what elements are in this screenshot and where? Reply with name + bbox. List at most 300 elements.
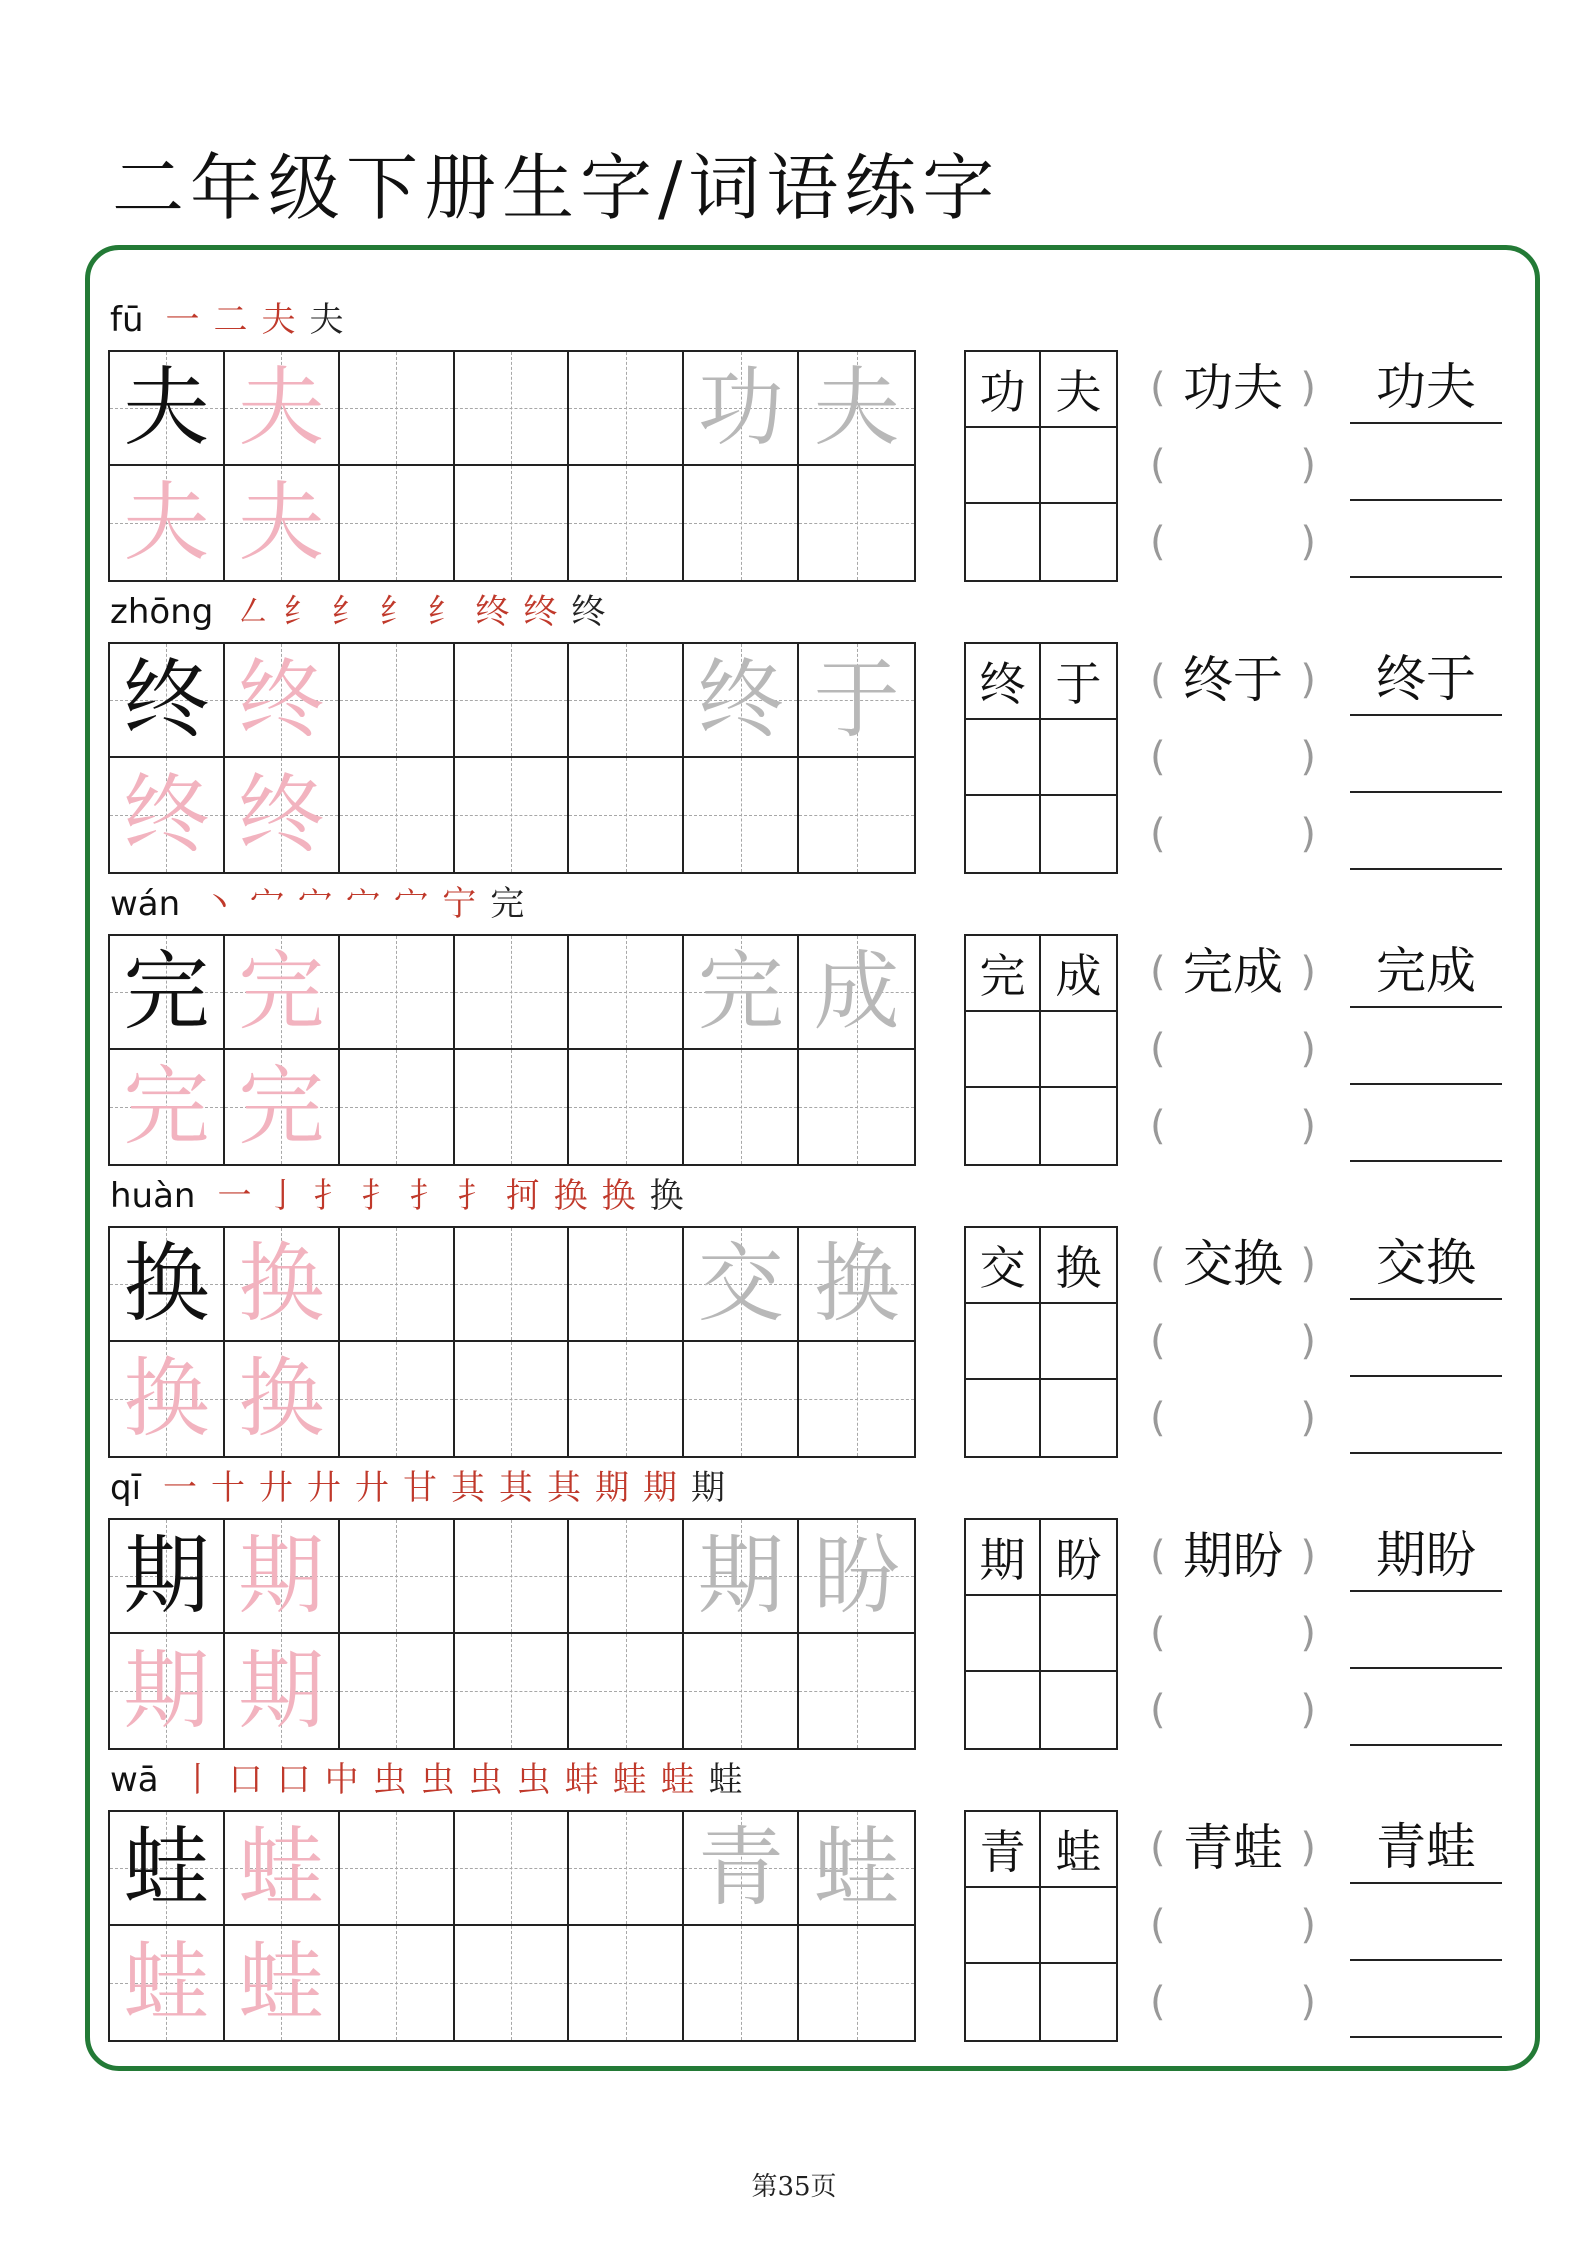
stroke-step: 终 (523, 592, 558, 632)
word-grid-blank[interactable] (1041, 504, 1116, 580)
practice-block (0, 1750, 1588, 2042)
stroke-step: 换 (649, 1176, 684, 1216)
word-on-line (1350, 1226, 1502, 1300)
cell-glyph: 夫 (813, 358, 900, 458)
writing-cell[interactable] (684, 758, 799, 872)
cell-glyph: 换 (238, 1349, 325, 1449)
left-paren: ( (1150, 1103, 1166, 1149)
stroke-step: 蛙 (612, 1760, 647, 1800)
practice-grid (108, 642, 916, 874)
paren-word: 完成 (1183, 943, 1283, 1001)
left-paren: ( (1150, 1687, 1166, 1733)
trace-word-cell[interactable] (684, 936, 799, 1050)
left-paren: ( (1150, 949, 1166, 995)
stroke-step: 虫 (372, 1760, 407, 1800)
stroke-step: 口 (228, 1760, 263, 1800)
writing-cell[interactable] (569, 1050, 684, 1164)
cell-glyph: 换 (813, 1234, 900, 1334)
stroke-step: 一 (165, 300, 200, 340)
stroke-step: 廾 (307, 1468, 342, 1508)
word-grid-char: 交 (966, 1228, 1041, 1304)
pinyin: wā (110, 1760, 159, 1800)
model-char-cell (110, 1812, 225, 1926)
writing-cell[interactable] (340, 1926, 455, 2040)
word-grid-blank[interactable] (966, 720, 1041, 796)
stroke-step: 夫 (261, 300, 296, 340)
practice-block (0, 1458, 1588, 1750)
paren-blank[interactable] (1150, 504, 1316, 580)
writing-cell[interactable] (569, 936, 684, 1050)
writing-cell[interactable] (340, 1228, 455, 1342)
stroke-step: 一 (163, 1468, 198, 1508)
cell-glyph: 青 (697, 1818, 784, 1918)
cell-glyph: 夫 (238, 473, 325, 573)
word-grid-blank[interactable] (1041, 1380, 1116, 1456)
pinyin: huàn (110, 1176, 196, 1216)
word-grid-blank[interactable] (1041, 1088, 1116, 1164)
writing-cell[interactable] (340, 352, 455, 466)
stroke-step: 其 (499, 1468, 534, 1508)
trace-word-cell[interactable] (799, 1228, 914, 1342)
writing-cell[interactable] (684, 1634, 799, 1748)
writing-cell[interactable] (569, 644, 684, 758)
trace-char-cell[interactable] (110, 1926, 225, 2040)
stroke-step: 虫 (516, 1760, 551, 1800)
word-in-parens (1150, 1226, 1316, 1302)
cell-glyph: 期 (697, 1526, 784, 1626)
right-paren: ) (1300, 657, 1316, 703)
writing-cell[interactable] (569, 1926, 684, 2040)
cell-glyph: 功 (697, 358, 784, 458)
right-paren: ) (1300, 1533, 1316, 1579)
writing-line[interactable] (1350, 1595, 1502, 1669)
word-grid (964, 1518, 1118, 1750)
word-grid-blank[interactable] (966, 1964, 1041, 2040)
stroke-order-line (110, 1166, 697, 1216)
cell-glyph: 蛙 (123, 1933, 210, 2033)
word-grid (964, 1810, 1118, 2042)
writing-cell[interactable] (569, 1634, 684, 1748)
writing-cell[interactable] (569, 1520, 684, 1634)
stroke-step: 抲 (505, 1176, 540, 1216)
word-grid-char: 青 (966, 1812, 1041, 1888)
trace-word-cell[interactable] (684, 1812, 799, 1926)
stroke-step: 丨 (180, 1760, 215, 1800)
writing-line[interactable] (1350, 1964, 1502, 2038)
writing-cell[interactable] (455, 758, 570, 872)
trace-word-cell[interactable] (799, 352, 914, 466)
right-paren: ) (1300, 1610, 1316, 1656)
practice-grid (108, 1518, 916, 1750)
stroke-step: 期 (643, 1468, 678, 1508)
writing-cell[interactable] (340, 936, 455, 1050)
paren-blank[interactable] (1150, 1011, 1316, 1087)
cell-glyph: 盼 (813, 1526, 900, 1626)
word-grid-blank[interactable] (1041, 1304, 1116, 1380)
word-grid-char: 期 (966, 1520, 1041, 1596)
writing-cell[interactable] (455, 1520, 570, 1634)
practice-grid (108, 350, 916, 582)
word-grid-blank[interactable] (966, 796, 1041, 872)
stroke-step: 一 (217, 1176, 252, 1216)
left-paren: ( (1150, 1610, 1166, 1656)
line-word: 青蛙 (1376, 1818, 1476, 1876)
writing-cell[interactable] (799, 1342, 914, 1456)
practice-grid (108, 1810, 916, 2042)
writing-line[interactable] (1350, 1303, 1502, 1377)
writing-line[interactable] (1350, 1380, 1502, 1454)
stroke-step: 虫 (468, 1760, 503, 1800)
writing-cell[interactable] (569, 466, 684, 580)
model-char-cell (110, 352, 225, 466)
stroke-step: 终 (571, 592, 606, 632)
stroke-step: 纟 (331, 592, 366, 632)
right-paren: ) (1300, 519, 1316, 565)
right-paren: ) (1300, 1825, 1316, 1871)
trace-char-cell[interactable] (225, 352, 340, 466)
writing-line[interactable] (1350, 1672, 1502, 1746)
cell-glyph: 蛙 (238, 1933, 325, 2033)
paren-blank[interactable] (1150, 1088, 1316, 1164)
writing-cell[interactable] (799, 466, 914, 580)
paren-blank[interactable] (1150, 1595, 1316, 1671)
left-paren: ( (1150, 1318, 1166, 1364)
cell-glyph: 交 (697, 1234, 784, 1334)
stroke-step: 二 (213, 300, 248, 340)
left-paren: ( (1150, 1241, 1166, 1287)
writing-cell[interactable] (455, 1634, 570, 1748)
stroke-step: 亅 (265, 1176, 300, 1216)
writing-line[interactable] (1350, 1887, 1502, 1961)
paren-blank[interactable] (1150, 1887, 1316, 1963)
cell-glyph: 期 (123, 1526, 210, 1626)
pinyin: wán (110, 884, 181, 924)
trace-char-cell[interactable] (225, 1812, 340, 1926)
writing-cell[interactable] (684, 1926, 799, 2040)
line-word: 功夫 (1376, 358, 1476, 416)
left-paren: ( (1150, 811, 1166, 857)
paren-blank[interactable] (1150, 1303, 1316, 1379)
word-grid (964, 934, 1118, 1166)
cell-glyph: 终 (238, 765, 325, 865)
right-paren: ) (1300, 734, 1316, 780)
paren-word: 功夫 (1183, 359, 1283, 417)
cell-glyph: 完 (123, 942, 210, 1042)
cell-glyph: 完 (238, 942, 325, 1042)
writing-cell[interactable] (340, 1520, 455, 1634)
left-paren: ( (1150, 1395, 1166, 1441)
left-paren: ( (1150, 657, 1166, 703)
trace-word-cell[interactable] (684, 644, 799, 758)
stroke-step: 夫 (309, 300, 344, 340)
trace-char-cell[interactable] (110, 1342, 225, 1456)
trace-word-cell[interactable] (799, 1812, 914, 1926)
trace-char-cell[interactable] (225, 1634, 340, 1748)
writing-cell[interactable] (455, 644, 570, 758)
trace-char-cell[interactable] (225, 644, 340, 758)
word-in-parens (1150, 1810, 1316, 1886)
writing-line[interactable] (1350, 427, 1502, 501)
right-paren: ) (1300, 1241, 1316, 1287)
writing-cell[interactable] (455, 1342, 570, 1456)
trace-word-cell[interactable] (684, 352, 799, 466)
trace-char-cell[interactable] (225, 1050, 340, 1164)
writing-cell[interactable] (569, 352, 684, 466)
trace-char-cell[interactable] (225, 466, 340, 580)
stroke-step: 蚌 (564, 1760, 599, 1800)
word-on-line (1350, 1518, 1502, 1592)
stroke-step: 其 (451, 1468, 486, 1508)
word-in-parens (1150, 350, 1316, 426)
stroke-step: 中 (324, 1760, 359, 1800)
writing-cell[interactable] (340, 758, 455, 872)
stroke-order-line (110, 874, 538, 924)
stroke-order-line (110, 582, 619, 632)
paren-blank[interactable] (1150, 1964, 1316, 2040)
stroke-step: 宁 (442, 884, 477, 924)
stroke-step: 纟 (379, 592, 414, 632)
word-on-line (1350, 642, 1502, 716)
left-paren: ( (1150, 442, 1166, 488)
writing-cell[interactable] (799, 1634, 914, 1748)
stroke-step: 十 (211, 1468, 246, 1508)
word-grid-blank[interactable] (966, 1380, 1041, 1456)
cell-glyph: 终 (123, 765, 210, 865)
practice-block (0, 874, 1588, 1166)
line-word: 交换 (1376, 1234, 1476, 1292)
paren-blank[interactable] (1150, 1380, 1316, 1456)
writing-line[interactable] (1350, 1011, 1502, 1085)
writing-cell[interactable] (455, 1812, 570, 1926)
cell-glyph: 终 (238, 650, 325, 750)
word-grid-blank[interactable] (1041, 1596, 1116, 1672)
trace-char-cell[interactable] (225, 1342, 340, 1456)
word-grid-blank[interactable] (1041, 428, 1116, 504)
left-paren: ( (1150, 1533, 1166, 1579)
trace-word-cell[interactable] (684, 1228, 799, 1342)
right-paren: ) (1300, 442, 1316, 488)
stroke-order-line (110, 1458, 739, 1508)
paren-blank[interactable] (1150, 1672, 1316, 1748)
stroke-step: 完 (490, 884, 525, 924)
stroke-step: 期 (595, 1468, 630, 1508)
right-paren: ) (1300, 949, 1316, 995)
right-paren: ) (1300, 1318, 1316, 1364)
model-char-cell (110, 936, 225, 1050)
right-paren: ) (1300, 1687, 1316, 1733)
writing-cell[interactable] (340, 1812, 455, 1926)
practice-grid (108, 934, 916, 1166)
stroke-step: 换 (553, 1176, 588, 1216)
word-grid-char: 完 (966, 936, 1041, 1012)
left-paren: ( (1150, 365, 1166, 411)
cell-glyph: 换 (238, 1234, 325, 1334)
word-grid-blank[interactable] (966, 1596, 1041, 1672)
cell-glyph: 终 (123, 650, 210, 750)
cell-glyph: 蛙 (123, 1818, 210, 1918)
stroke-step: 换 (601, 1176, 636, 1216)
trace-char-cell[interactable] (225, 1228, 340, 1342)
stroke-order-line (110, 1750, 757, 1800)
stroke-step: 廾 (259, 1468, 294, 1508)
trace-char-cell[interactable] (110, 1634, 225, 1748)
page-title: 二年级下册生字/词语练字 (112, 146, 1001, 230)
word-grid (964, 642, 1118, 874)
word-grid-blank[interactable] (966, 1012, 1041, 1088)
word-on-line (1350, 934, 1502, 1008)
stroke-step: 宀 (298, 884, 333, 924)
word-grid-char: 换 (1041, 1228, 1116, 1304)
writing-cell[interactable] (340, 1050, 455, 1164)
word-on-line (1350, 350, 1502, 424)
writing-cell[interactable] (340, 1342, 455, 1456)
stroke-step: 宀 (346, 884, 381, 924)
word-in-parens (1150, 934, 1316, 1010)
word-grid-blank[interactable] (966, 504, 1041, 580)
writing-cell[interactable] (569, 1812, 684, 1926)
left-paren: ( (1150, 1825, 1166, 1871)
word-grid-blank[interactable] (1041, 1672, 1116, 1748)
cell-glyph: 终 (697, 650, 784, 750)
trace-char-cell[interactable] (225, 758, 340, 872)
practice-grid (108, 1226, 916, 1458)
writing-cell[interactable] (455, 466, 570, 580)
word-grid-blank[interactable] (966, 428, 1041, 504)
left-paren: ( (1150, 1026, 1166, 1072)
writing-cell[interactable] (569, 758, 684, 872)
writing-cell[interactable] (340, 466, 455, 580)
stroke-step: 蛙 (660, 1760, 695, 1800)
word-grid-blank[interactable] (966, 1088, 1041, 1164)
trace-char-cell[interactable] (225, 936, 340, 1050)
cell-glyph: 期 (123, 1641, 210, 1741)
paren-blank[interactable] (1150, 427, 1316, 503)
word-in-parens (1150, 1518, 1316, 1594)
writing-line[interactable] (1350, 796, 1502, 870)
cell-glyph: 期 (238, 1641, 325, 1741)
stroke-step: 丶 (202, 884, 237, 924)
writing-cell[interactable] (455, 936, 570, 1050)
writing-cell[interactable] (455, 1228, 570, 1342)
cell-glyph: 夫 (238, 358, 325, 458)
stroke-step: 期 (691, 1468, 726, 1508)
practice-block (0, 1166, 1588, 1458)
stroke-step: 扌 (409, 1176, 444, 1216)
trace-char-cell[interactable] (110, 466, 225, 580)
word-grid-blank[interactable] (1041, 1888, 1116, 1964)
paren-blank[interactable] (1150, 719, 1316, 795)
cell-glyph: 期 (238, 1526, 325, 1626)
cell-glyph: 蛙 (238, 1818, 325, 1918)
stroke-step: 口 (276, 1760, 311, 1800)
trace-word-cell[interactable] (799, 644, 914, 758)
word-grid-char: 蛙 (1041, 1812, 1116, 1888)
stroke-step: 扌 (457, 1176, 492, 1216)
left-paren: ( (1150, 1979, 1166, 2025)
line-word: 期盼 (1376, 1526, 1476, 1584)
trace-word-cell[interactable] (799, 936, 914, 1050)
word-grid-char: 功 (966, 352, 1041, 428)
cell-glyph: 完 (123, 1057, 210, 1157)
paren-blank[interactable] (1150, 796, 1316, 872)
word-grid-char: 于 (1041, 644, 1116, 720)
word-grid (964, 350, 1118, 582)
trace-word-cell[interactable] (684, 1520, 799, 1634)
trace-char-cell[interactable] (110, 758, 225, 872)
trace-char-cell[interactable] (110, 1050, 225, 1164)
word-grid-char: 成 (1041, 936, 1116, 1012)
trace-char-cell[interactable] (225, 1520, 340, 1634)
stroke-step: 纟 (427, 592, 462, 632)
cell-glyph: 成 (813, 942, 900, 1042)
stroke-step: 扌 (313, 1176, 348, 1216)
word-grid-blank[interactable] (966, 1672, 1041, 1748)
writing-cell[interactable] (684, 1050, 799, 1164)
writing-line[interactable] (1350, 719, 1502, 793)
stroke-step: 其 (547, 1468, 582, 1508)
model-char-cell (110, 1520, 225, 1634)
stroke-order-line (110, 290, 358, 340)
right-paren: ) (1300, 811, 1316, 857)
writing-cell[interactable] (799, 1050, 914, 1164)
word-grid-blank[interactable] (1041, 720, 1116, 796)
right-paren: ) (1300, 1103, 1316, 1149)
right-paren: ) (1300, 1395, 1316, 1441)
cell-glyph: 完 (697, 942, 784, 1042)
word-on-line (1350, 1810, 1502, 1884)
right-paren: ) (1300, 1902, 1316, 1948)
left-paren: ( (1150, 519, 1166, 565)
stroke-step: 宀 (394, 884, 429, 924)
writing-cell[interactable] (340, 644, 455, 758)
writing-cell[interactable] (799, 1926, 914, 2040)
cell-glyph: 换 (123, 1349, 210, 1449)
word-grid-blank[interactable] (1041, 1012, 1116, 1088)
cell-glyph: 夫 (123, 358, 210, 458)
writing-cell[interactable] (684, 1342, 799, 1456)
writing-line[interactable] (1350, 1088, 1502, 1162)
word-grid-blank[interactable] (966, 1304, 1041, 1380)
writing-cell[interactable] (569, 1342, 684, 1456)
trace-char-cell[interactable] (225, 1926, 340, 2040)
stroke-step: 廾 (355, 1468, 390, 1508)
writing-cell[interactable] (455, 352, 570, 466)
right-paren: ) (1300, 1979, 1316, 2025)
writing-line[interactable] (1350, 504, 1502, 578)
paren-word: 终于 (1183, 651, 1283, 709)
writing-cell[interactable] (455, 1926, 570, 2040)
word-grid-blank[interactable] (966, 1888, 1041, 1964)
word-in-parens (1150, 642, 1316, 718)
stroke-step: ㇜ (235, 592, 270, 632)
line-word: 完成 (1376, 942, 1476, 1000)
writing-cell[interactable] (569, 1228, 684, 1342)
page-number: 第35页 (751, 2172, 837, 2202)
word-grid-char: 盼 (1041, 1520, 1116, 1596)
cell-glyph: 完 (238, 1057, 325, 1157)
stroke-step: 甘 (403, 1468, 438, 1508)
writing-cell[interactable] (340, 1634, 455, 1748)
stroke-step: 扌 (361, 1176, 396, 1216)
writing-cell[interactable] (684, 466, 799, 580)
word-grid-blank[interactable] (1041, 1964, 1116, 2040)
writing-cell[interactable] (455, 1050, 570, 1164)
cell-glyph: 夫 (123, 473, 210, 573)
trace-word-cell[interactable] (799, 1520, 914, 1634)
writing-cell[interactable] (799, 758, 914, 872)
model-char-cell (110, 644, 225, 758)
word-grid-blank[interactable] (1041, 796, 1116, 872)
